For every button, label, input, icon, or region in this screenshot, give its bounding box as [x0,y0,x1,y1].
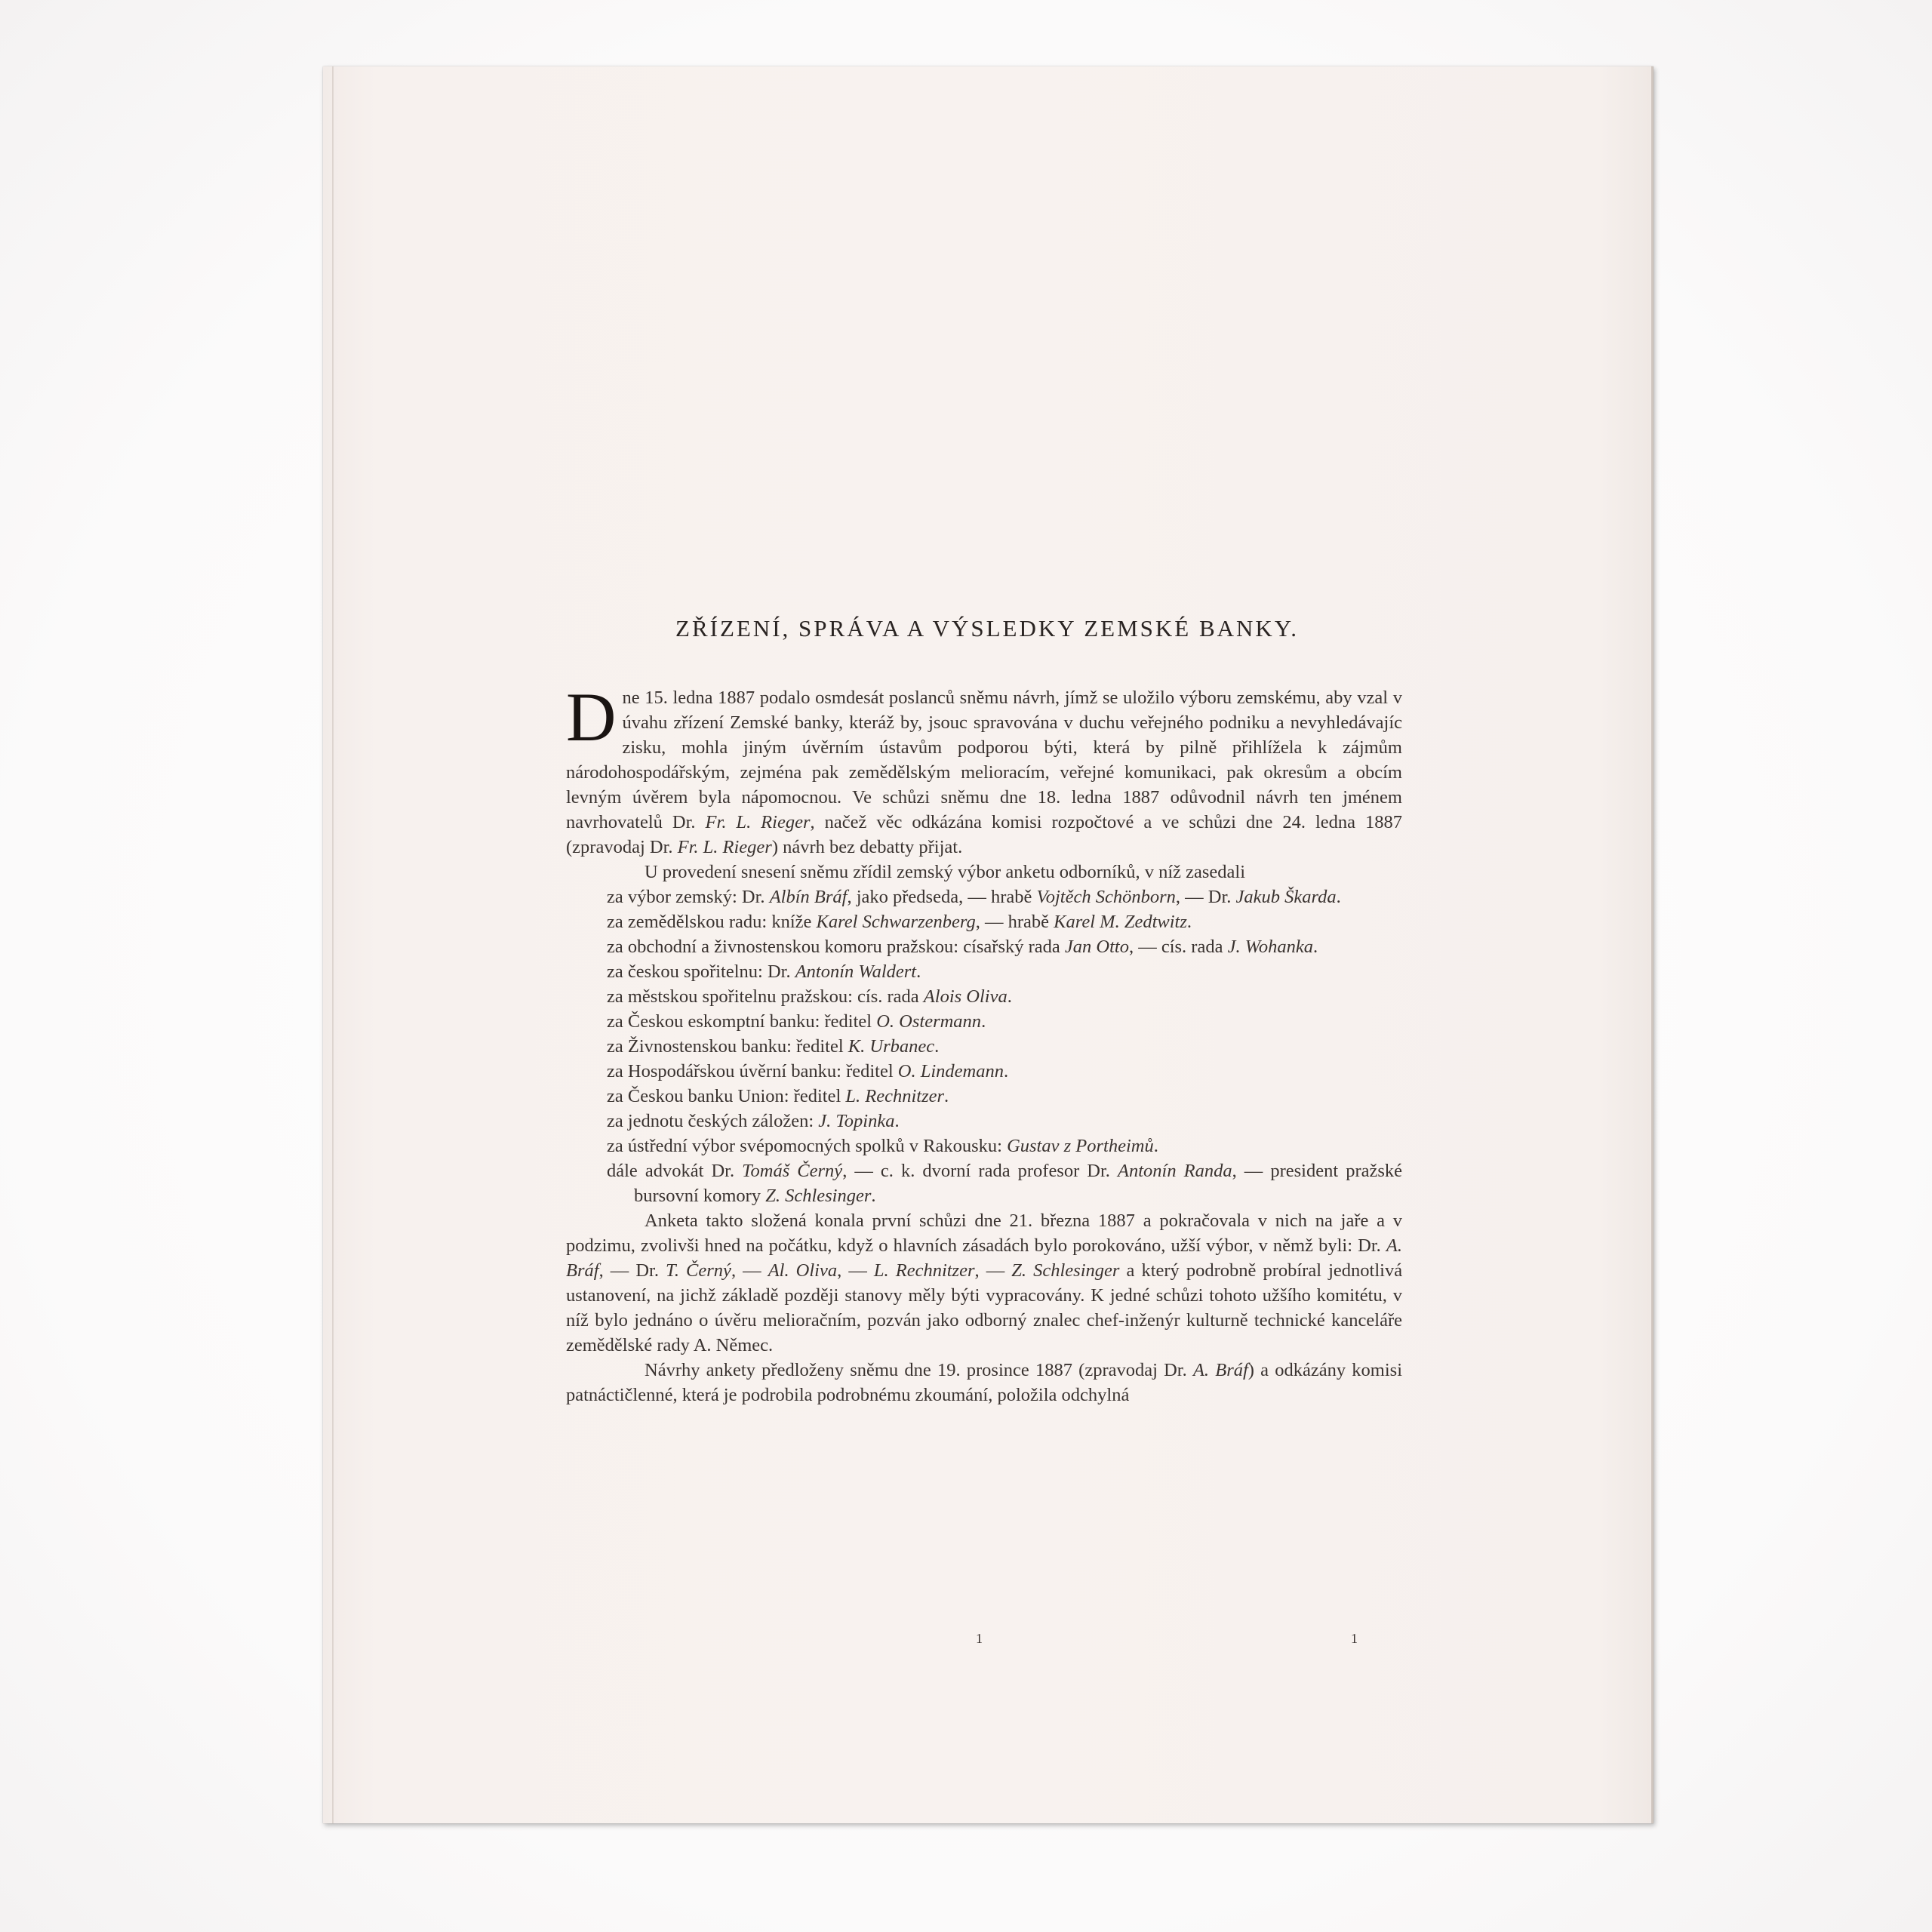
person-name: Fr. L. Rieger [677,837,772,857]
page-edge-shadow [332,66,334,1823]
list-item: za českou spořitelnu: Dr. Antonín Waldert. [607,961,921,982]
list-item: za výbor zemský: Dr. Albín Bráf, jako předseda, — hrabě Vojtěch Schönborn, — Dr. Jakub Škarda. [607,887,1341,907]
list-item: za Českou banku Union: ředitel L. Rechnitzer. [607,1086,949,1106]
paragraph-2: U provedení snesení sněmu zřídil zemský výbor anketu odborníků, v níž zasedali [645,862,1246,882]
signature-mark: 1 [1351,1631,1358,1646]
document-page [323,66,1654,1823]
list-item: za jednotu českých záložen: J. Topinka. [607,1111,900,1131]
list-item: za městskou spořitelnu pražskou: cís. rada Alois Oliva. [607,986,1012,1007]
list-item: za zemědělskou radu: kníže Karel Schwarzenberg, — hrabě Karel M. Zedtwitz. [607,912,1192,932]
list-item: za Hospodářskou úvěrní banku: ředitel O. Lindemann. [607,1061,1009,1081]
body-text [566,678,1403,1407]
paragraph-4: Návrhy ankety předloženy sněmu dne 19. prosince 1887 (zpravodaj Dr. A. Bráf) a odkázány komisi patnáctičlenné, která je podrobila podrobnému zkoumání, položila odchylná [566,1360,1402,1405]
page-title: ZŘÍZENÍ, SPRÁVA A VÝSLEDKY ZEMSKÉ BANKY. [675,615,1299,641]
list-item: dále advokát Dr. Tomáš Černý, — c. k. dvorní rada profesor Dr. Antonín Randa, — president pražské bursovní komory Z. Schlesinger. [607,1161,1403,1206]
list-item: za obchodní a živnostenskou komoru pražskou: císařský rada Jan Otto, — cís. rada J. Wohanka. [607,937,1318,957]
list-item: za ústřední výbor svépomocných spolků v Rakousku: Gustav z Portheimů. [607,1136,1158,1156]
list-item: za Živnostenskou banku: ředitel K. Urbanec. [607,1036,940,1057]
page-number: 1 [976,1631,983,1646]
paragraph-1: Dne 15. ledna 1887 podalo osmdesát poslanců sněmu návrh, jímž se uložilo výboru zemskému, aby vzal v úvahu zřízení Zemské banky, kteráž by, jsouc spravována v duchu veřejného podniku a nevyhledávajíc zisku, mohla jiným úvěrním ústavům podporou býti, která by pilně přihlížela k zájmům národohospodářským, zejména pak zemědělským melioracím, veřejné komunikaci, pak okresům a obcím levným úvěrem byla nápomocnou. Ve schůzi sněmu dne 18. ledna 1887 odůvodnil návrh ten jménem navrhovatelů Dr. Fr. L. Rieger, načež věc odkázána komisi rozpočtové a ve schůzi dne 24. ledna 1887 (zpravodaj Dr. Fr. L. Rieger) návrh bez debatty přijat. [566,678,1403,857]
list-item: za Českou eskomptní banku: ředitel O. Ostermann. [607,1011,986,1032]
person-name: Fr. L. Rieger [705,812,811,832]
drop-cap: D [566,678,617,755]
paragraph-3: Anketa takto složená konala první schůzi dne 21. března 1887 a pokračovala v nich na jaře a v podzimu, zvolivši hned na počátku, když o hlavních zásadách bylo porokováno, užší výbor, v němž byli: Dr. A. Bráf, — Dr. T. Černý, — Al. Oliva, — L. Rechnitzer, — Z. Schlesinger a který podrobně probíral jednotlivá ustanovení, na jichž základě později stanovy měly býti vypracovány. K jedné schůzi tohoto užšího komitétu, v níž bylo jednáno o úvěru melioračním, pozván jako odborný znalec chef-inženýr kulturně technické kanceláře zemědělské rady A. Němec. [566,1211,1403,1355]
committee-list [566,884,1402,1208]
